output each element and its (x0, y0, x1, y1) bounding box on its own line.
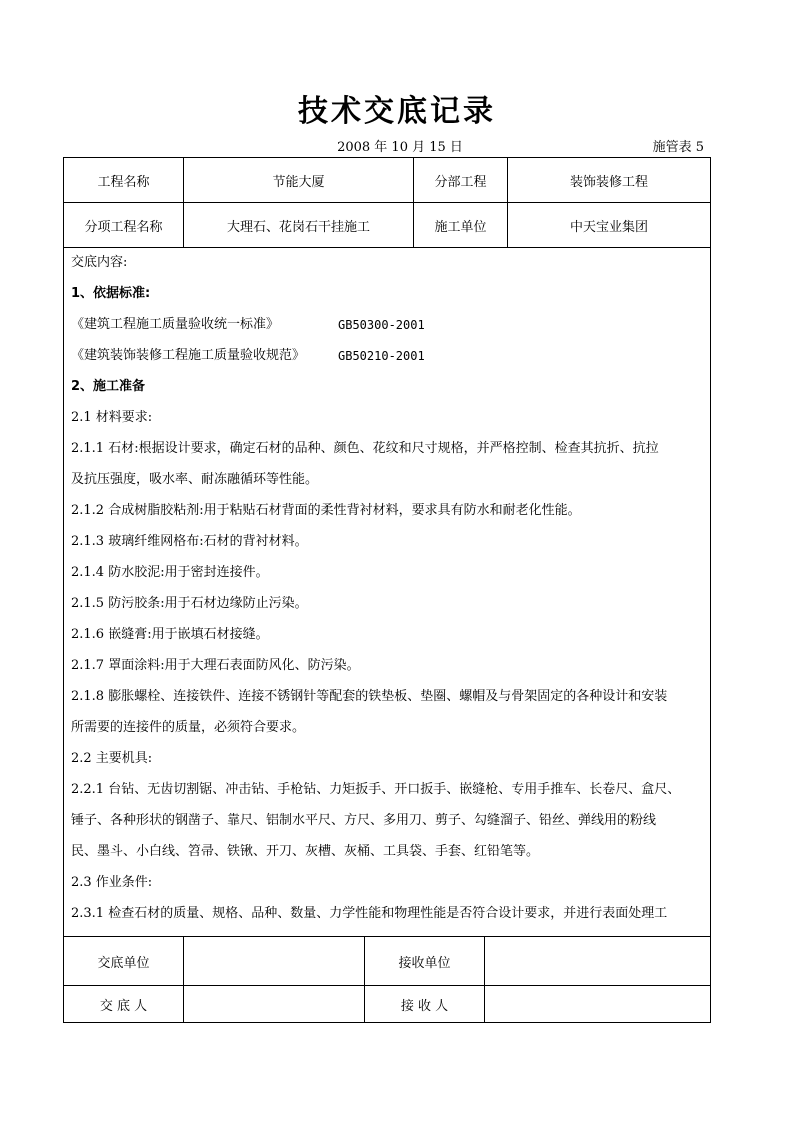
section-2-2: 2.2 主要机具: (71, 751, 153, 766)
receiver-label: 接 收 人 (400, 999, 449, 1014)
standard-2-name: 《建筑装饰装修工程施工质量验收规范》 (71, 348, 306, 363)
project-name-value: 节能大厦 (272, 174, 325, 190)
division-value: 装饰装修工程 (569, 174, 648, 190)
content-intro: 交底内容: (71, 255, 128, 270)
section-2-2-1-line-2: 锤子、各种形状的钢凿子、靠尺、铝制水平尺、方尺、多用刀、剪子、勾缝溜子、铅丝、弹线用的粉线 (71, 813, 657, 828)
handover-unit-field[interactable] (184, 937, 364, 985)
receiving-unit-label: 接收单位 (398, 955, 451, 971)
section-2-1-1-line-1: 2.1.1 石材:根据设计要求，确定石材的品种、颜色、花纹和尺寸规格，并严格控制、检查其抗折、抗拉 (71, 441, 659, 456)
division-label: 分部工程 (434, 174, 487, 190)
section-2-1-3: 2.1.3 玻璃纤维网格布:石材的背衬材料。 (71, 534, 308, 549)
section-2-1-2: 2.1.2 合成树脂胶粘剂:用于粘贴石材背面的柔性背衬材料，要求具有防水和耐老化性能。 (71, 503, 581, 518)
standard-1 (71, 317, 704, 333)
standard-2 (71, 348, 704, 364)
record-table (63, 157, 711, 1023)
subitem-value: 大理石、花岗石干挂施工 (226, 219, 370, 235)
section-2-1-5: 2.1.5 防污胶条:用于石材边缘防止污染。 (71, 596, 308, 611)
document-date: 2008 年 10 月 15 日 (337, 140, 463, 155)
section-2-1-8-line-1: 2.1.8 膨胀螺栓、连接铁件、连接不锈钢针等配套的铁垫板、垫圈、螺帽及与骨架固定的各种设计和安装 (71, 689, 668, 704)
section-2-1: 2.1 材料要求: (71, 410, 153, 425)
section-2-2-1-line-3: 民、墨斗、小白线、笤帚、铁锹、开刀、灰槽、灰桶、工具袋、手套、红铅笔等。 (71, 844, 540, 859)
document-title: 技术交底记录 (298, 94, 496, 129)
standard-2-code: GB50210-2001 (338, 349, 425, 363)
subitem-label: 分项工程名称 (84, 219, 163, 235)
standard-1-name: 《建筑工程施工质量验收统一标准》 (71, 317, 280, 332)
form-number: 施管表 5 (652, 140, 704, 155)
section-2-3: 2.3 作业条件: (71, 875, 153, 890)
section-2-1-1-line-2: 及抗压强度，吸水率、耐冻融循环等性能。 (71, 472, 319, 487)
receiving-unit-field[interactable] (485, 937, 710, 985)
handover-person-field[interactable] (184, 986, 364, 1023)
contractor-value: 中天宝业集团 (569, 219, 648, 235)
section-2-heading: 2、施工准备 (71, 379, 146, 394)
standard-1-code: GB50300-2001 (338, 318, 425, 332)
section-2-1-7: 2.1.7 罩面涂料:用于大理石表面防风化、防污染。 (71, 658, 360, 673)
contractor-label: 施工单位 (434, 219, 487, 235)
handover-person-label: 交 底 人 (99, 999, 148, 1014)
section-2-1-6: 2.1.6 嵌缝膏:用于嵌填石材接缝。 (71, 627, 269, 642)
row-divider (64, 247, 710, 248)
section-2-2-1-line-1: 2.2.1 台钻、无齿切割锯、冲击钻、手枪钻、力矩扳手、开口扳手、嵌缝枪、专用手推车、长卷尺、盒尺、 (71, 782, 681, 797)
section-1-heading: 1、依据标准: (71, 286, 151, 301)
section-2-3-1: 2.3.1 检查石材的质量、规格、品种、数量、力学性能和物理性能是否符合设计要求，并进行表面处理工 (71, 906, 668, 921)
handover-unit-label: 交底单位 (97, 955, 150, 971)
section-2-1-8-line-2: 所需要的连接件的质量，必须符合要求。 (71, 720, 306, 735)
receiver-field[interactable] (485, 986, 710, 1023)
section-2-1-4: 2.1.4 防水胶泥:用于密封连接件。 (71, 565, 269, 580)
project-name-label: 工程名称 (97, 174, 150, 190)
